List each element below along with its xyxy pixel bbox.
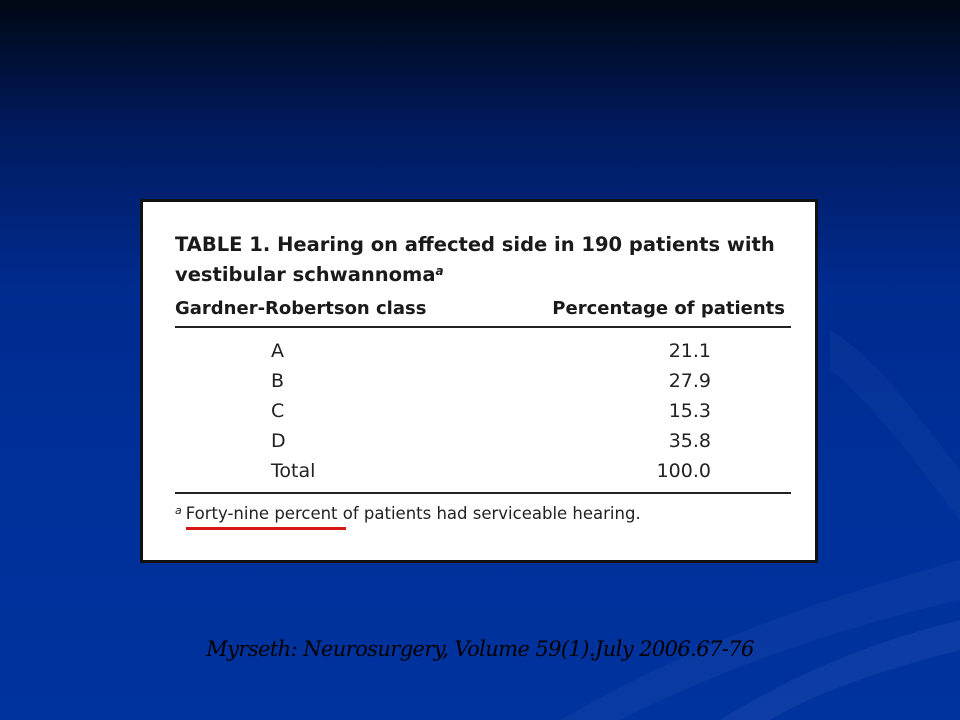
row-percentage: 100.0	[656, 460, 711, 482]
table-caption	[175, 232, 795, 288]
table-row	[175, 400, 791, 430]
footnote-text: Forty-nine percent of patients had serviceable hearing.	[185, 504, 641, 523]
row-class: Total	[271, 460, 316, 482]
row-class: C	[271, 400, 285, 422]
table-row	[175, 340, 791, 370]
citation-text: Myrseth: Neurosurgery, Volume 59(1).July 2006.67-76	[206, 637, 754, 661]
row-percentage: 15.3	[668, 400, 711, 422]
row-class: D	[271, 430, 286, 452]
row-percentage: 35.8	[668, 430, 711, 452]
caption-prefix: TABLE 1.	[175, 233, 271, 256]
red-highlight-underline	[186, 527, 346, 530]
row-class: B	[271, 370, 285, 392]
caption-footnote-marker: a	[435, 264, 444, 278]
header-rule	[175, 326, 791, 328]
table-row-total	[175, 460, 791, 490]
caption-text: Hearing on affected side in 190 patients with vestibular schwannoma	[175, 233, 775, 286]
table-footnote	[175, 504, 641, 523]
table-figure	[140, 199, 818, 563]
table-row	[175, 430, 791, 460]
column-header-class: Gardner-Robertson class	[175, 298, 427, 319]
row-percentage: 21.1	[668, 340, 711, 362]
footer-rule	[175, 492, 791, 494]
table-row	[175, 370, 791, 400]
column-header-percentage: Percentage of patients	[552, 298, 785, 319]
footnote-marker: a	[175, 504, 182, 517]
row-percentage: 27.9	[668, 370, 711, 392]
row-class: A	[271, 340, 284, 362]
